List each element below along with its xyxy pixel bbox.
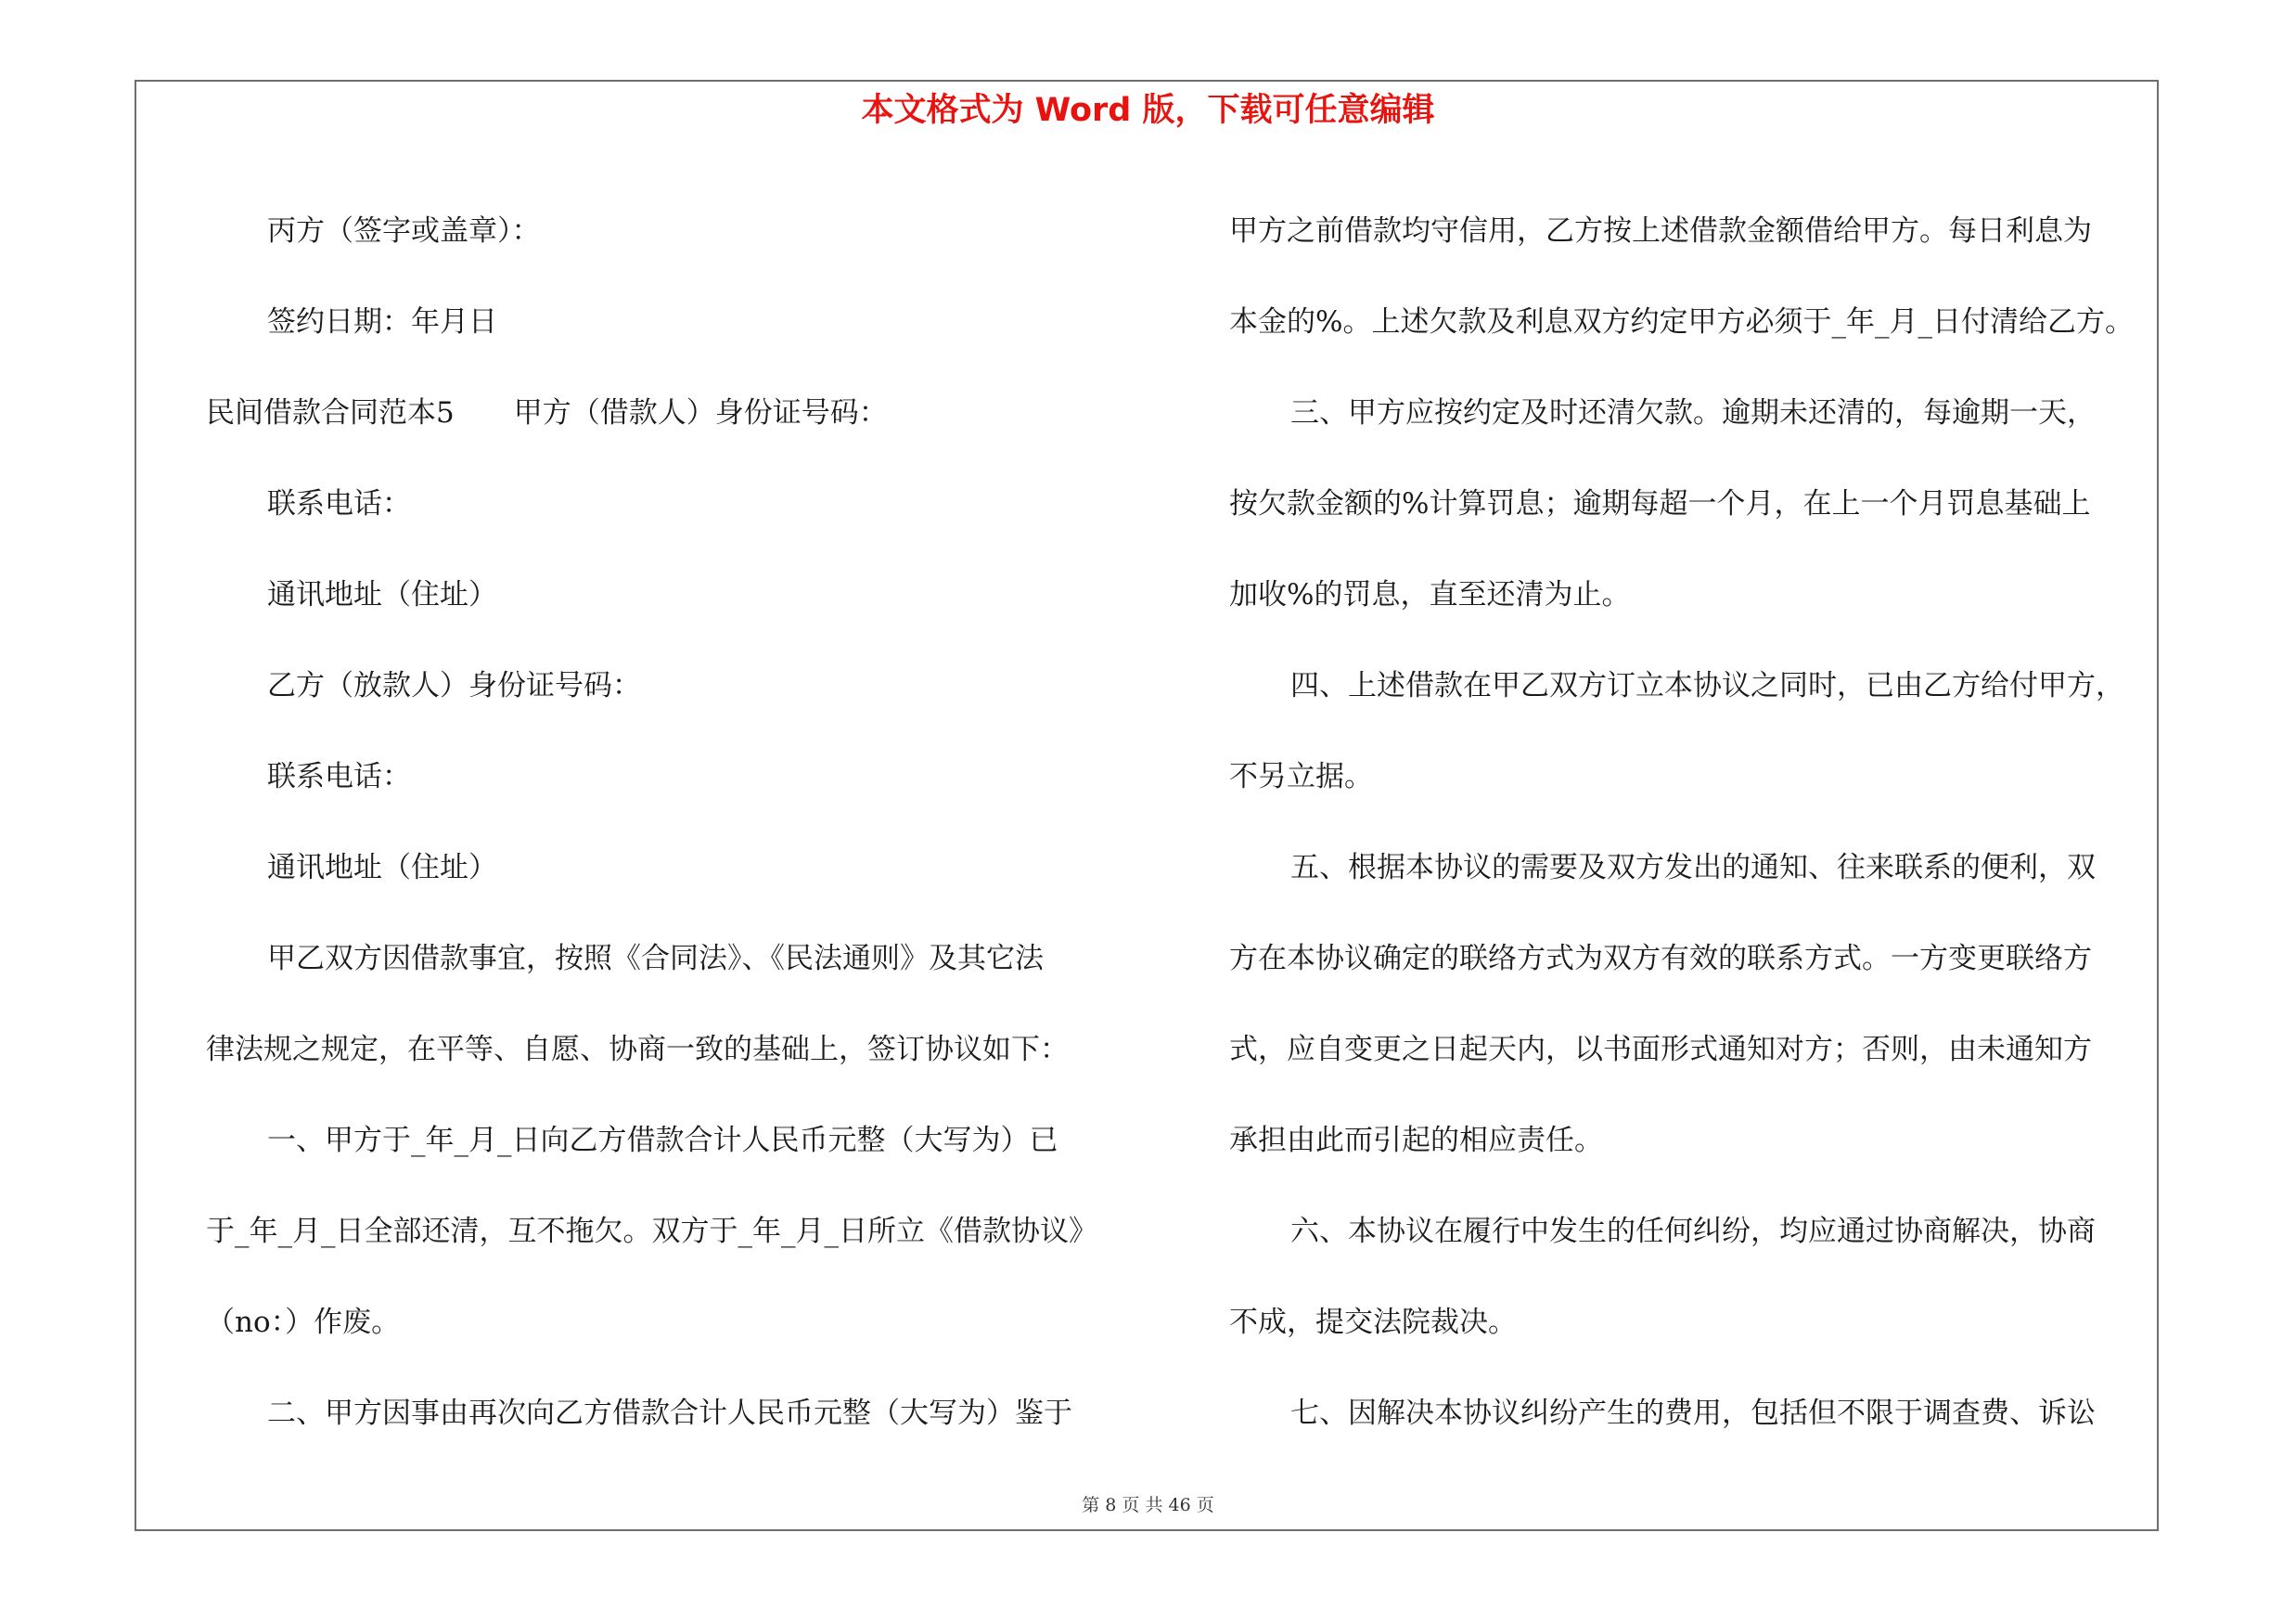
paragraph-line: 六、本协议在履行中发生的任何纠纷，均应通过协商解决，协商: [1290, 1215, 2096, 1248]
right-column: [1229, 186, 2157, 1459]
paragraph-line: 方在本协议确定的联络方式为双方有效的联系方式。一方变更联络方: [1229, 942, 2092, 975]
paragraph-line: 式，应自变更之日起天内，以书面形式通知对方；否则，由未通知方: [1229, 1033, 2092, 1066]
paragraph-line: 一、甲方于_年_月_日向乙方借款合计人民币元整（大写为）已: [267, 1124, 1058, 1157]
paragraph-line: 承担由此而引起的相应责任。: [1229, 1124, 1603, 1157]
section-heading: 民间借款合同范本5: [206, 396, 455, 430]
paragraph-line: 甲方之前借款均守信用，乙方按上述借款金额借给甲方。每日利息为: [1229, 214, 2092, 248]
format-banner: 本文格式为 Word 版，下载可任意编辑: [861, 92, 1435, 129]
paragraph-line: 丙方（签字或盖章）：: [267, 214, 541, 248]
paragraph-text: 甲方（借款人）身份证号码：: [513, 396, 888, 430]
left-column: [206, 186, 1161, 1459]
paragraph-line: 不成，提交法院裁决。: [1229, 1306, 1517, 1339]
paragraph-line: 联系电话：: [267, 760, 411, 793]
paragraph-line: 本金的%。上述欠款及利息双方约定甲方必须于_年_月_日付清给乙方。: [1229, 305, 2134, 339]
paragraph-line: （no：）作废。: [206, 1306, 401, 1339]
paragraph-line: 四、上述借款在甲乙双方订立本协议之同时，已由乙方给付甲方，: [1290, 669, 2124, 702]
paragraph-line: 七、因解决本协议纠纷产生的费用，包括但不限于调查费、诉讼: [1290, 1397, 2096, 1430]
paragraph-line: 签约日期：年月日: [267, 305, 497, 339]
paragraph-line: 甲乙双方因借款事宜，按照《合同法》、《民法通则》及其它法: [267, 942, 1044, 975]
page-number-footer: 第 8 页 共 46 页: [1082, 1495, 1214, 1515]
paragraph-line: 于_年_月_日全部还清，互不拖欠。双方于_年_月_日所立《借款协议》: [206, 1215, 1097, 1248]
paragraph-line: 二、甲方因事由再次向乙方借款合计人民币元整（大写为）鉴于: [267, 1397, 1072, 1430]
paragraph-line: 按欠款金额的%计算罚息；逾期每超一个月，在上一个月罚息基础上: [1229, 487, 2091, 521]
paragraph-line: 五、根据本协议的需要及双方发出的通知、往来联系的便利，双: [1290, 851, 2096, 884]
paragraph-line: 加收%的罚息，直至还清为止。: [1229, 578, 1631, 612]
paragraph-line: 三、甲方应按约定及时还清欠款。逾期未还清的，每逾期一天，: [1290, 396, 2096, 430]
paragraph-line: 通讯地址（住址）: [267, 851, 497, 884]
paragraph-line: 乙方（放款人）身份证号码：: [267, 669, 641, 702]
paragraph-line: 律法规之规定，在平等、自愿、协商一致的基础上，签订协议如下：: [206, 1033, 1069, 1066]
section-heading-line: [206, 367, 1161, 458]
paragraph-line: 不另立据。: [1229, 760, 1373, 793]
paragraph-line: 联系电话：: [267, 487, 411, 521]
paragraph-line: 通讯地址（住址）: [267, 578, 497, 612]
